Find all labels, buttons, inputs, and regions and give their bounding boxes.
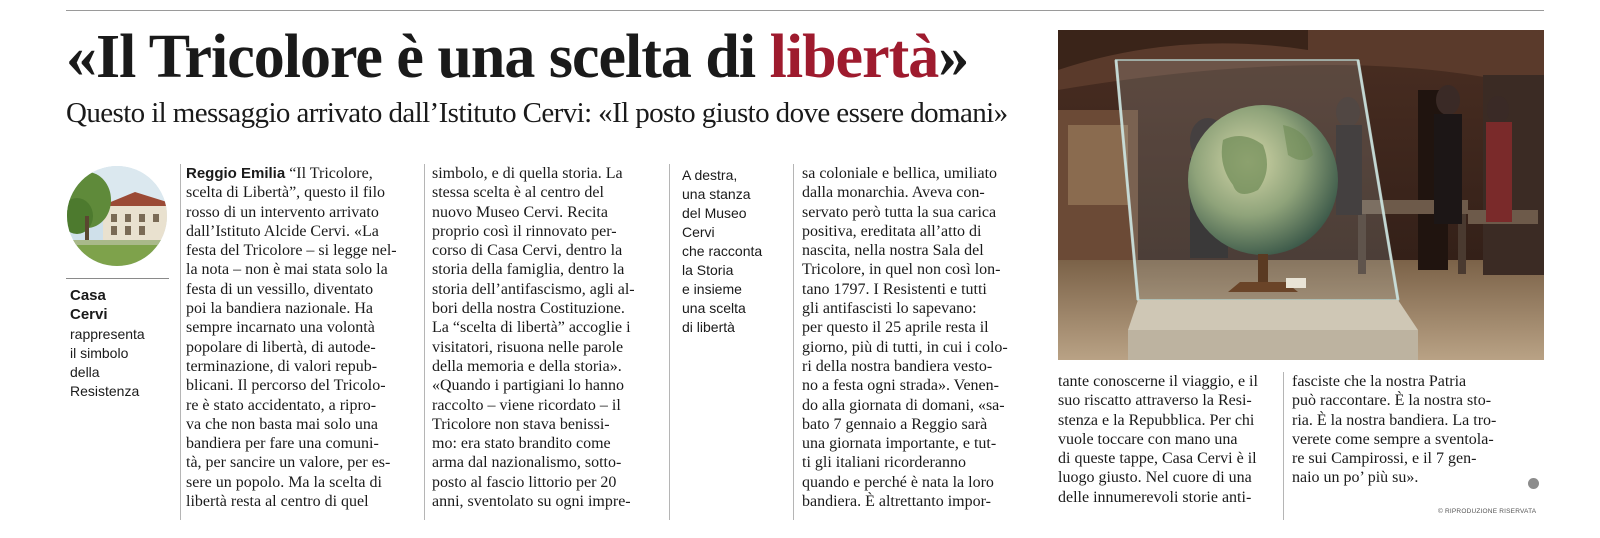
article-line: visitatori, risuona nelle parole (432, 338, 624, 356)
article-end-mark (1528, 478, 1539, 489)
article-line-text: “Il Tricolore, (289, 165, 373, 182)
caption-line: una scelta (682, 300, 746, 316)
article-line: per questo il 25 aprile resta il (802, 319, 989, 337)
article-line: giorno, più di tutti, in cui i colo- (802, 338, 1008, 356)
museum-globe-photo (1058, 30, 1544, 360)
article-line: blicani. Il percorso del Tricolo- (186, 377, 386, 395)
sidebar-caption-line: il simbolo (70, 345, 129, 361)
article-line: stessa scelta è al centro del (432, 184, 604, 202)
article-line: storia dell’antifascismo, agli al- (432, 280, 635, 298)
caption-line: del Museo (682, 205, 747, 221)
caption-line: una stanza (682, 186, 751, 202)
article-line: libertà resta al centro di quel (186, 493, 369, 511)
article-line: dall’Istituto Alcide Cervi. «La (186, 222, 379, 240)
article-line: re sui Campirossi, e il 7 gen- (1292, 450, 1477, 468)
copyright-notice: © RIPRODUZIONE RISERVATA (1438, 508, 1537, 515)
article-line: tante conoscerne il viaggio, e il (1058, 373, 1258, 390)
article-line: mo: era stato brandito come (432, 435, 611, 453)
sidebar-caption-line: della (70, 364, 100, 380)
article-line: verete come sempre a sventola- (1292, 430, 1494, 448)
column-rule (424, 164, 425, 520)
sidebar-caption-line: Resistenza (70, 383, 140, 399)
article-line: Tricolore, in quel non così lon- (802, 261, 1001, 279)
headline (66, 22, 1056, 92)
article-line: anni, sventolato su ogni impre- (432, 493, 631, 511)
photo-caption (682, 166, 782, 337)
article-line: quando e perché è nata la loro (802, 473, 994, 491)
article-line: va che non basta mai solo una (186, 415, 378, 433)
sidebar-rule (66, 278, 169, 279)
column-rule (1283, 372, 1284, 520)
article-line: dalla monarchia. Aveva con- (802, 184, 985, 202)
article-column-4 (1058, 372, 1276, 507)
sidebar-title (70, 286, 160, 324)
article-line: ri della nostra bandiera vesto- (802, 357, 993, 375)
article-line: La “scelta di libertà” accoglie i (432, 319, 631, 337)
article-line: servato però tutta la sua carica (802, 203, 997, 221)
headline-suffix: » (938, 23, 969, 91)
sidebar-title-line: Cervi (70, 306, 108, 323)
article-line: no a festa ogni strada». Venen- (802, 377, 999, 395)
caption-line: la Storia (682, 262, 734, 278)
article-line: di queste tappe, Casa Cervi è il (1058, 450, 1257, 468)
article-line: storia della famiglia, dentro la (432, 261, 625, 279)
caption-line: che racconta (682, 243, 763, 259)
article-line: vuole toccare con mano una (1058, 430, 1238, 448)
article-line: poi la bandiera nazionale. Ha (186, 300, 374, 318)
article-line: naio un po’ più su». (1292, 469, 1419, 487)
article-line: nuovo Museo Cervi. Recita (432, 203, 608, 221)
article-line: scelta di Libertà”, questo il filo (186, 184, 386, 202)
article-line: luogo giusto. Nel cuore di una (1058, 469, 1252, 487)
article-line: bandiera. È altrettanto impor- (802, 493, 991, 511)
article-line: corso di Casa Cervi, dentro la (432, 242, 623, 260)
article-line: stenza e la Repubblica. Per chi (1058, 411, 1255, 429)
article-line: ria. È la nostra bandiera. La tro- (1292, 411, 1497, 429)
article-line: festa di un vessillo, diventato (186, 280, 374, 298)
article-line: nascita, nella nostra Sala del (802, 242, 984, 260)
article-line: la nota – non è mai stata solo la (186, 261, 388, 279)
article-line: proprio così il rinnovato per- (432, 222, 617, 240)
article-line: ti gli italiani ricorderanno (802, 454, 966, 472)
article-line: sempre incarnato una volontà (186, 319, 375, 337)
article-line (186, 164, 414, 183)
article-line: re è stato accidentato, a ripro- (186, 396, 377, 414)
article-line: una giornata importante, e tut- (802, 435, 997, 453)
article-column-5 (1292, 372, 1532, 488)
article-line: positiva, ereditata all’atto di (802, 222, 982, 240)
article-line: bato 7 gennaio a Reggio sarà (802, 415, 988, 433)
caption-line: e insieme (682, 281, 742, 297)
article-line: festa del Tricolore – si legge nel- (186, 242, 397, 260)
article-line: tano 1797. I Resistenti e tutti (802, 280, 987, 298)
article-column-1 (186, 164, 414, 511)
sidebar-caption (70, 325, 166, 401)
column-rule (669, 164, 670, 520)
article-line: popolare di libertà, di autode- (186, 338, 376, 356)
column-rule (793, 164, 794, 520)
article-line: gli antifascisti lo sapevano: (802, 300, 977, 318)
top-rule (66, 10, 1544, 11)
headline-accent: libertà (769, 23, 939, 91)
article-line: arma dal nazionalismo, sotto- (432, 454, 622, 472)
caption-line: di libertà (682, 319, 735, 335)
sidebar-title-line: Casa (70, 287, 106, 304)
dateline: Reggio Emilia (186, 165, 286, 182)
article-line: può raccontare. È la nostra sto- (1292, 392, 1492, 410)
article-line: delle innumerevoli storie anti- (1058, 488, 1252, 506)
article-line: do alla giornata di domani, «sa- (802, 396, 1005, 414)
article-line: bandiera per fare una comuni- (186, 435, 379, 453)
article-line: terminazione, di valori repub- (186, 357, 378, 375)
article-line: sere un popolo. Ma la scelta di (186, 473, 382, 491)
caption-line: A destra, (682, 167, 738, 183)
article-line: posto al fascio littorio per 20 (432, 473, 617, 491)
subheadline: Questo il messaggio arrivato dall’Istituto Cervi: «Il posto giusto dove essere domani» (66, 97, 1008, 129)
article-column-2 (432, 164, 660, 511)
article-column-3 (802, 164, 1028, 511)
caption-line: Cervi (682, 224, 715, 240)
article-line: simbolo, e di quella storia. La (432, 165, 623, 182)
casa-cervi-thumbnail (67, 166, 167, 266)
article-line: tà, per sancire un valore, per es- (186, 454, 391, 472)
article-line: «Quando i partigiani lo hanno (432, 377, 624, 395)
column-rule (180, 164, 181, 520)
article-line: rosso di un intervento arrivato (186, 203, 379, 221)
article-line: Tricolore non stava benissi- (432, 415, 610, 433)
headline-prefix: «Il Tricolore è una scelta di (66, 23, 770, 91)
article-line: suo riscatto attraverso la Resi- (1058, 392, 1252, 410)
article-line: della memoria e della storia». (432, 357, 622, 375)
article-line: raccolto – viene ricordato – il (432, 396, 621, 414)
article-line: bori della nostra Costituzione. (432, 300, 625, 318)
sidebar-caption-line: rappresenta (70, 326, 145, 342)
article-line: fasciste che la nostra Patria (1292, 373, 1467, 390)
article-line: sa coloniale e bellica, umiliato (802, 165, 998, 182)
